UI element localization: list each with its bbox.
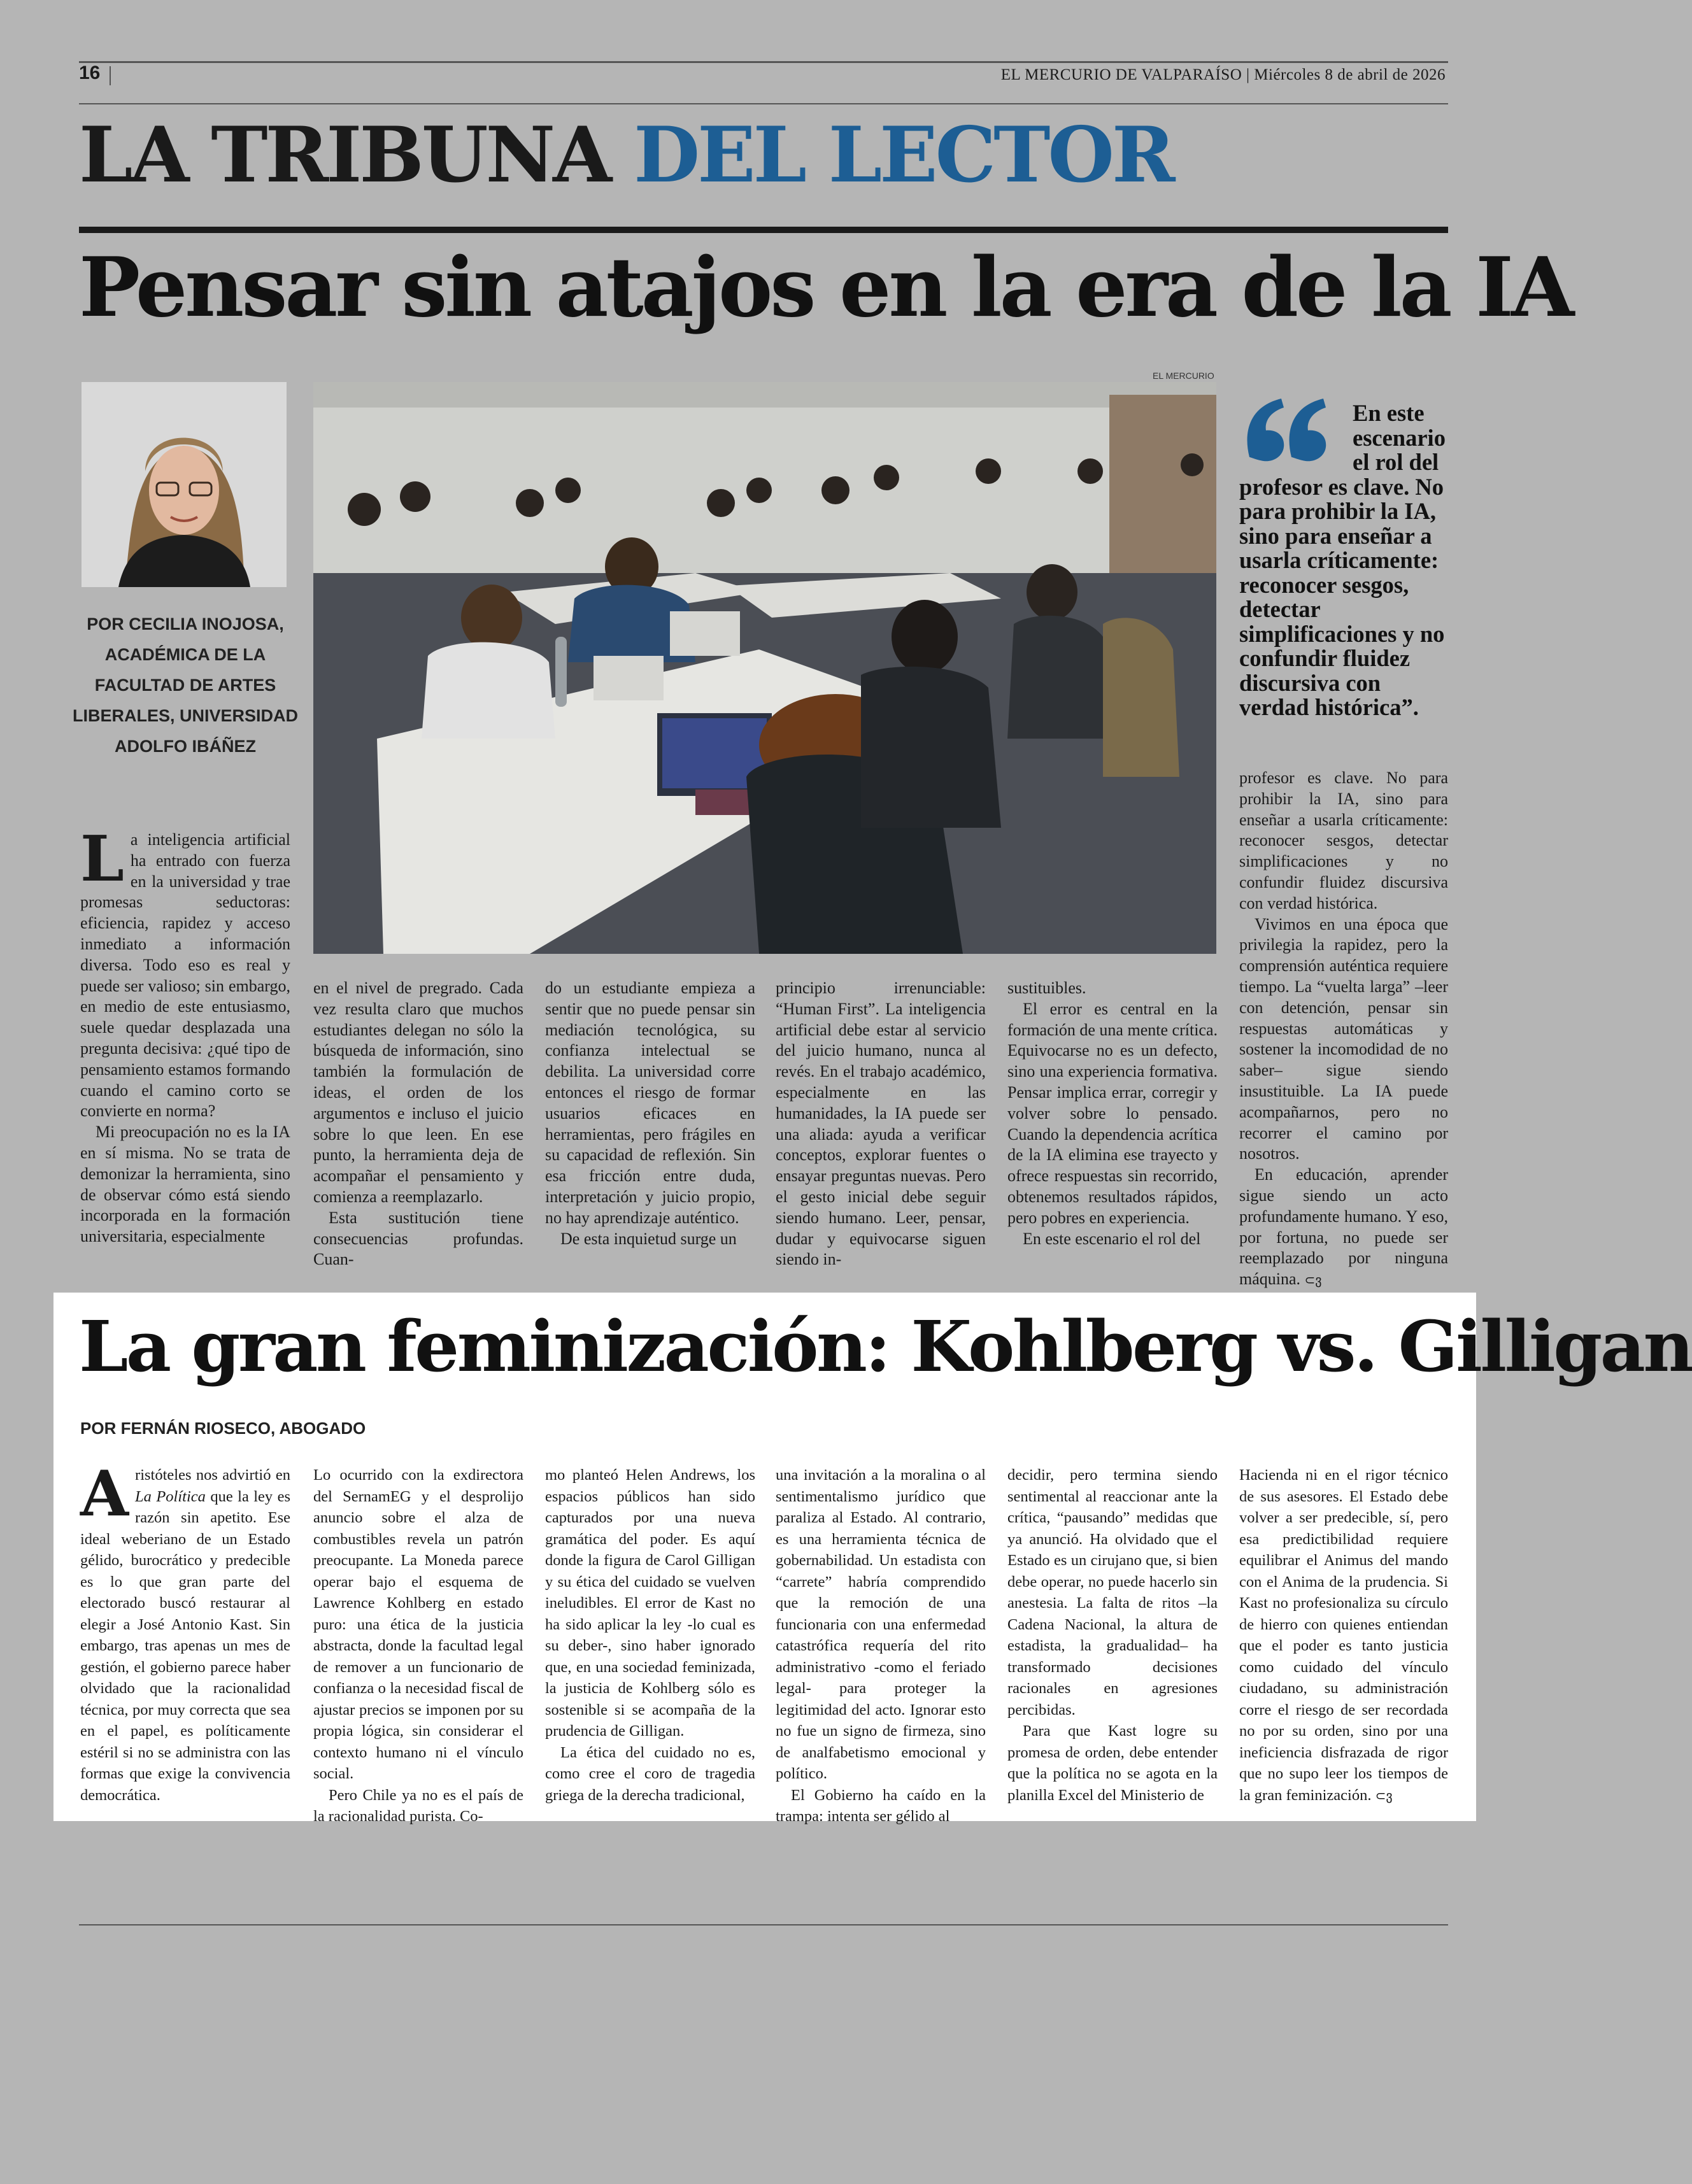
article2-column-1: Aristóteles nos advirtió en La Política que la ley es razón sin apetito. Ese ideal weberiano de un Estado gélido, burocrático y predecible es lo que gran parte del electorado buscó restaurar al elegir a José Antonio Kast. Sin embargo, tras apenas un mes de gestión, el gobierno parece haber olvidado que la racionalidad técnica, por muy correcta que sea en el papel, es políticamente estéril si no se administra con las formas que exige la convivencia democrática. xyxy=(80,1457,290,1804)
publication-info: EL MERCURIO DE VALPARAÍSO | Miércoles 8 de abril de 2026 xyxy=(1000,66,1446,83)
author-portrait xyxy=(82,382,287,587)
end-mark-icon: ⊂ვ xyxy=(1375,1787,1393,1803)
publication-name: EL MERCURIO DE VALPARAÍSO xyxy=(1000,66,1242,83)
page-number: 16 xyxy=(79,62,101,83)
article1-column-6: profesor es clave. No para prohibir la IA, sino para enseñar a usarla críticamente: reconocer sesgos, detectar simplificaciones y no confundir fluidez discursiva con verdad histórica. Vivimos en una época que privilegia la rapidez, pero la comprensión auténtica requiere tiempo. La “vuelta larga” –leer con detención, pensar sin respuestas automáticas y sostener la incomodidad de no saber– sigue siendo insustituible. La IA puede acompañarnos, pero no recorrer el camino por nosotros. En educación, aprender sigue siendo un acto profundamente humano. Y eso, por fortuna, no puede ser reemplazado por ninguna máquina. ⊂ვ xyxy=(1239,769,1448,1289)
bottom-rule xyxy=(79,1924,1448,1925)
section-title-part1: LA TRIBUNA xyxy=(79,110,610,200)
pull-quote xyxy=(1239,401,1449,720)
masthead-rule xyxy=(79,227,1448,233)
drop-cap: A xyxy=(80,1457,129,1531)
article1-column-4: principio irrenunciable: “Human First”. La inteligencia artificial debe estar al servicio del juicio humano, nunca al revés. En el trabajo académico, especialmente en las humanidades, la IA puede ser una aliada: ayuda a verificar conceptos, explorar fuentes o ensayar preguntas nuevas. Pero el gesto inicial debe seguir siendo humano. Leer, pensar, dudar y equivocarse siguen siendo in- xyxy=(776,979,986,1269)
article2-column-6: Hacienda ni en el rigor técnico de sus asesores. El Estado debe volver a ser predecible, sí, pero esa predictibilidad requiere equilibrar el Animus del mando con el Anima de la prudencia. Si Kast no profesionaliza su círculo de hierro con quienes entiendan que el poder es tanto justicia como cuidado del vínculo ciudadano, su administración corre el riesgo de ser recordada no por su orden, sino por una ineficiencia disfrazada de rigor que no supo leer los tiempos de la gran feminización. ⊂ვ xyxy=(1239,1466,1448,1804)
drop-cap: L xyxy=(80,823,124,896)
article1-column-2: en el nivel de pregrado. Cada vez resulta claro que muchos estudiantes delegan no sólo la búsqueda de información, sino también la formulación de ideas, el orden de los argumentos e incluso el juicio sobre lo que leen. En ese punto, la herramienta deja de acompañar el pensamiento y comienza a reemplazarlo. Esta sustitución tiene consecuencias profundas. Cuan- xyxy=(313,979,523,1269)
pull-quote-rest: profesor es clave. No para prohibir la IA, sino para enseñar a usarla críticamente: reconocer sesgos, detectar simplificaciones y no confundir fluidez discursiva con verdad histórica”. xyxy=(1239,473,1445,720)
article2-column-5: decidir, pero termina siendo sentimental al reaccionar ante la crítica, “pausando” medidas que ya anunció. Ha olvidado que el Estado es un cirujano que, si bien debe operar, no puede hacerlo sin anestesia. La falta de ritos –la Cadena Nacional, la altura de estadista, la gradualidad– ha transformado decisiones racionales en agresiones percibidas. Para que Kast logre su promesa de orden, debe entender que la política no se agota en la planilla Excel del Ministerio de xyxy=(1007,1466,1218,1804)
article2-byline: POR FERNÁN RIOSECO, ABOGADO xyxy=(80,1419,366,1438)
article2-column-3: mo planteó Helen Andrews, los espacios públicos han sido capturados por una nueva gramática del poder. Es aquí donde la figura de Carol Gilligan y su ética del cuidado se vuelven ineludibles. El error de Kast no ha sido aplicar la ley -lo cual es su deber-, sino haber ignorado que, en una sociedad feminizada, la justicia de Kohlberg sólo es sostenible si se acompaña de la prudencia de Gilligan. La ética del cuidado no es, como cree el coro de tragedia griega de la derecha tradicional, xyxy=(545,1466,755,1804)
article2-headline: La gran feminización: Kohlberg vs. Gilligan xyxy=(79,1305,1692,1387)
article2-column-4: una invitación a la moralina o al sentimentalismo jurídico que paraliza al Estado. Al contrario, es una herramienta técnica de gobernabilidad. Un estadista con “carrete” habría comprendido que la remoción de una funcionaria con una enfermedad catastrófica requería del rito administrativo -como el feriado legal- para proteger la legitimidad del acto. Ignorar esto no fue un signo de firmeza, sino de analfabetismo emocional y político. El Gobierno ha caído en la trampa: intenta ser gélido al xyxy=(776,1466,986,1825)
article1-column-1: La inteligencia artificial ha entrado con fuerza en la universidad y trae promesas seductoras: eficiencia, rapidez y acceso inmediato a información diversa. Todo eso es real y puede ser valioso; sin embargo, en medio de este entusiasmo, suele quedar desplazada una pregunta decisiva: ¿qué tipo de pensamiento estamos formando cuando el camino corto se convierte en norma? Mi preocupación no es la IA en sí misma. No se trata de demonizar la herramienta, sino de observar cómo está siendo incorporada en la formación universitaria, especialmente xyxy=(80,823,290,1246)
article1-column-5: sustituibles. El error es central en la formación de una mente crítica. Equivocarse no es un defecto, sino una experiencia formativa. Pensar implica errar, corregir y volver sobre lo pensado. Cuando la dependencia acrítica de la IA elimina ese trayecto y ofrece respuestas sin recorrido, obtenemos resultados rápidos, pero pobres en experiencia. En este escenario el rol del xyxy=(1007,979,1218,1248)
page-number-divider xyxy=(110,66,111,85)
section-masthead xyxy=(79,110,1173,200)
publication-date: Miércoles 8 de abril de 2026 xyxy=(1254,66,1446,83)
article1-column-3: do un estudiante empieza a sentir que no puede pensar sin mediación tecnológica, su confianza intelectual se debilita. La universidad corre entonces el riesgo de formar usuarios eficaces en herramientas, pero frágiles en su capacidad de reflexión. Sin esa fricción entre duda, interpretación y juicio propio, no hay aprendizaje auténtico. De esta inquietud surge un xyxy=(545,979,755,1248)
top-rule xyxy=(79,61,1448,63)
end-mark-icon: ⊂ვ xyxy=(1304,1272,1322,1288)
article1-byline: POR CECILIA INOJOSA, ACADÉMICA DE LA FACULTAD DE ARTES LIBERALES, UNIVERSIDAD ADOLFO IBÁÑEZ xyxy=(72,614,299,756)
photo-credit: EL MERCURIO xyxy=(1153,371,1214,381)
header-rule xyxy=(79,103,1448,104)
classroom-photo xyxy=(313,382,1216,954)
pull-quote-lead: En este escenario el rol del xyxy=(1353,400,1446,475)
article1-headline: Pensar sin atajos en la era de la IA xyxy=(79,240,1572,336)
section-title-part2: DEL LECTOR xyxy=(634,110,1173,200)
article2-column-2: Lo ocurrido con la exdirectora del SernamEG y el desprolijo anuncio sobre el alza de combustibles revela un patrón preocupante. La Moneda parece operar bajo el esquema de Lawrence Kohlberg en estado puro: una ética de la justicia abstracta, donde la facultad legal de remover a un funcionario de confianza o la necesidad fiscal de ajustar precios se imponen por su propia lógica, sin considerar el contexto humano ni el vínculo social. Pero Chile ya no es el país de la racionalidad purista. Co- xyxy=(313,1466,523,1825)
